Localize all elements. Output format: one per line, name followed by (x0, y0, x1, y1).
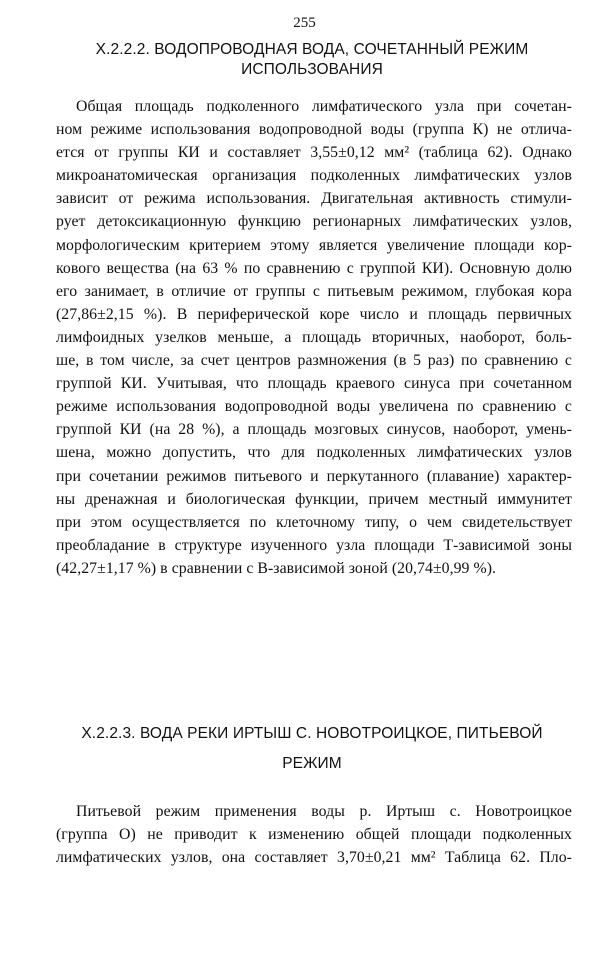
text-line: (группа О) не приводит к изменению общей площади подколенных (56, 826, 572, 844)
text-line: зависит от режима использования. Двигательная активность стимули- (56, 190, 572, 208)
text-line: лимфатических узлов, она составляет 3,70±0,21 мм² Таблица 62. Пло- (56, 849, 572, 867)
heading-line: X.2.2.3. ВОДА РЕКИ ИРТЫШ С. НОВОТРОИЦКОЕ, ПИТЬЕВОЙ (81, 725, 543, 742)
text-line: ном режиме использования водопроводной воды (группа К) не отлича- (56, 121, 572, 139)
section-heading-x-2-2-2 (56, 40, 568, 80)
text-line: (42,27±1,17 %) в сравнении с В-зависимой зоной (20,74±0,99 %). (56, 559, 497, 577)
text-line: Общая площадь подколенного лимфатического узла при сочетан- (76, 98, 572, 115)
text-line: преобладание в структуре изученного узла площади Т-зависимой зоны (56, 536, 572, 554)
text-line: Питьевой режим применения воды р. Иртыш с. Новотроицкое (76, 803, 572, 820)
text-line: морфологическим критерием этому является увеличение площади кор- (56, 236, 572, 254)
text-line: группой КИ (на 28 %), а площадь мозговых синусов, наоборот, умень- (56, 421, 572, 439)
body-paragraph (56, 800, 572, 869)
section-heading-x-2-2-3 (56, 719, 568, 779)
text-line: лимфоидных узелков меньше, а площадь вторичных, наоборот, боль- (56, 328, 572, 346)
text-line: кового вещества (на 63 % по сравнению с группой КИ). Основную долю (56, 259, 572, 277)
text-line: (27,86±2,15 %). В периферической коре число и площадь первичных (56, 305, 572, 323)
body-paragraph (56, 95, 572, 580)
text-line: рует детоксикационную функцию регионарных лимфатических узлов, (56, 213, 572, 231)
text-line: ется от группы КИ и составляет 3,55±0,12 мм² (таблица 62). Однако (56, 144, 572, 162)
text-line: ны дренажная и биологическая функции, причем местный иммунитет (56, 490, 572, 508)
text-line: шена, можно допустить, что для подколенных лимфатических узлов (56, 444, 572, 462)
text-line: при этом осуществляется по клеточному типу, о чем свидетельствует (56, 513, 572, 531)
text-line: его занимает, в отличие от группы с питьевым режимом, глубокая кора (56, 282, 572, 300)
heading-line: X.2.2.2. ВОДОПРОВОДНАЯ ВОДА, СОЧЕТАННЫЙ РЕЖИМ (95, 41, 529, 58)
text-line: ше, в том числе, за счет центров размножения (в 5 раз) по сравнению с (56, 352, 572, 370)
text-line: при сочетании режимов питьевого и перкутанного (плавание) характер- (56, 467, 572, 485)
text-line: группой КИ. Учитывая, что площадь краевого синуса при сочетанном (56, 375, 572, 393)
heading-line: ИСПОЛЬЗОВАНИЯ (241, 61, 383, 78)
heading-line: РЕЖИМ (282, 755, 342, 772)
text-line: микроанатомическая организация подколенных лимфатических узлов (56, 167, 572, 185)
text-line: режиме использования водопроводной воды увеличена по сравнению с (56, 398, 572, 416)
page-number: 255 (293, 15, 316, 31)
